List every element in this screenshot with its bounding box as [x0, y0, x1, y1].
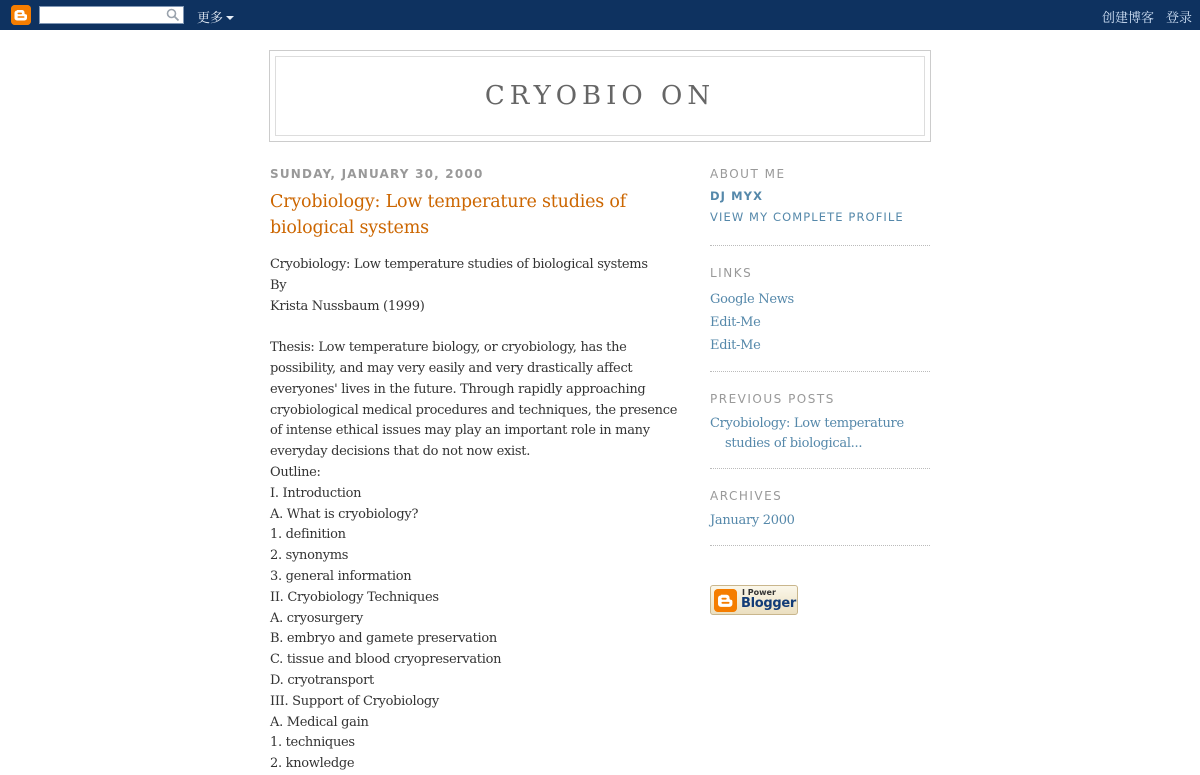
outline-line: III. Support of Cryobiology: [270, 693, 439, 709]
login-link[interactable]: 登录: [1165, 10, 1192, 25]
blog-header-inner: [275, 56, 925, 136]
main-content: [270, 166, 682, 775]
post-title[interactable]: Cryobiology: Low temperature studies of biological systems: [270, 192, 627, 238]
previous-posts-list: [710, 414, 930, 454]
archives-section: [710, 488, 930, 531]
post-line: By: [270, 277, 287, 293]
sidebar-divider: [710, 245, 930, 246]
outline-line: A. What is cryobiology?: [270, 506, 419, 522]
previous-posts-heading: PREVIOUS POSTS: [710, 392, 835, 406]
search-icon[interactable]: [166, 8, 180, 22]
more-menu-label: 更多: [197, 10, 224, 25]
post-line: Cryobiology: Low temperature studies of biological systems: [270, 257, 648, 272]
sidebar: [710, 166, 930, 546]
link-edit-me[interactable]: Edit-Me: [710, 315, 761, 330]
outline-line: A. Medical gain: [270, 714, 369, 730]
outline-line: 1. techniques: [270, 735, 355, 751]
blog-title[interactable]: CRYOBIO ON: [484, 81, 716, 111]
blogger-badge-icon: [714, 589, 737, 612]
outline-line: B. embryo and gamete preservation: [270, 631, 497, 647]
powered-by-blogger-badge[interactable]: [710, 585, 798, 615]
previous-post-link[interactable]: Cryobiology: Low temperature studies of biological...: [710, 416, 904, 451]
outline-line: 2. knowledge: [270, 756, 355, 772]
profile-name-link[interactable]: DJ MYX: [710, 189, 764, 203]
outline-line: II. Cryobiology Techniques: [270, 589, 439, 605]
previous-posts-section: [710, 391, 930, 454]
post-thesis: [270, 338, 682, 463]
outline-line: 3. general information: [270, 568, 412, 584]
outline-line: C. tissue and blood cryopreservation: [270, 652, 502, 668]
outline-line: 2. synonyms: [270, 548, 349, 564]
blog-header: [269, 50, 931, 142]
blogger-logo-icon[interactable]: [11, 5, 31, 25]
search-input[interactable]: [39, 6, 184, 24]
outline-line: A. cryosurgery: [270, 610, 363, 626]
outline-line: Outline:: [270, 464, 321, 480]
post-line: Krista Nussbaum (1999): [270, 298, 425, 314]
archives-heading: ARCHIVES: [710, 489, 783, 503]
archive-link[interactable]: January 2000: [710, 513, 795, 528]
sidebar-divider: [710, 468, 930, 469]
outline-line: I. Introduction: [270, 485, 362, 501]
chevron-down-icon: [226, 16, 234, 20]
sidebar-divider: [710, 545, 930, 546]
links-heading: LINKS: [710, 266, 753, 280]
powered-small-text: I Power: [742, 588, 776, 597]
powered-big-text: Blogger: [741, 596, 797, 611]
create-blog-link[interactable]: 创建博客: [1101, 10, 1154, 25]
link-google-news[interactable]: Google News: [710, 292, 794, 307]
links-list: [710, 288, 930, 357]
links-section: [710, 265, 930, 357]
post-date: SUNDAY, JANUARY 30, 2000: [270, 167, 484, 181]
post-body: [270, 255, 682, 775]
link-edit-me[interactable]: Edit-Me: [710, 338, 761, 353]
about-me-section: [710, 166, 930, 228]
navbar-right-links: [1090, 7, 1192, 26]
blogger-navbar: [0, 0, 1200, 30]
view-profile-link[interactable]: VIEW MY COMPLETE PROFILE: [710, 210, 904, 224]
more-menu-button[interactable]: [197, 7, 234, 26]
outline-line: 1. definition: [270, 527, 346, 543]
sidebar-divider: [710, 371, 930, 372]
archives-list: [710, 511, 930, 531]
post-thesis-text: Thesis: Low temperature biology, or cryobiology, has the possibility, and may very easily and very drastically affect everyones' lives in the future. Through rapidly approaching cryobiological medical procedures and techniques, the presence of intense ethical issues may play an important role in many everyday decisions that do not now exist.: [270, 340, 678, 460]
about-me-heading: ABOUT ME: [710, 167, 786, 181]
outline-line: D. cryotransport: [270, 672, 374, 688]
